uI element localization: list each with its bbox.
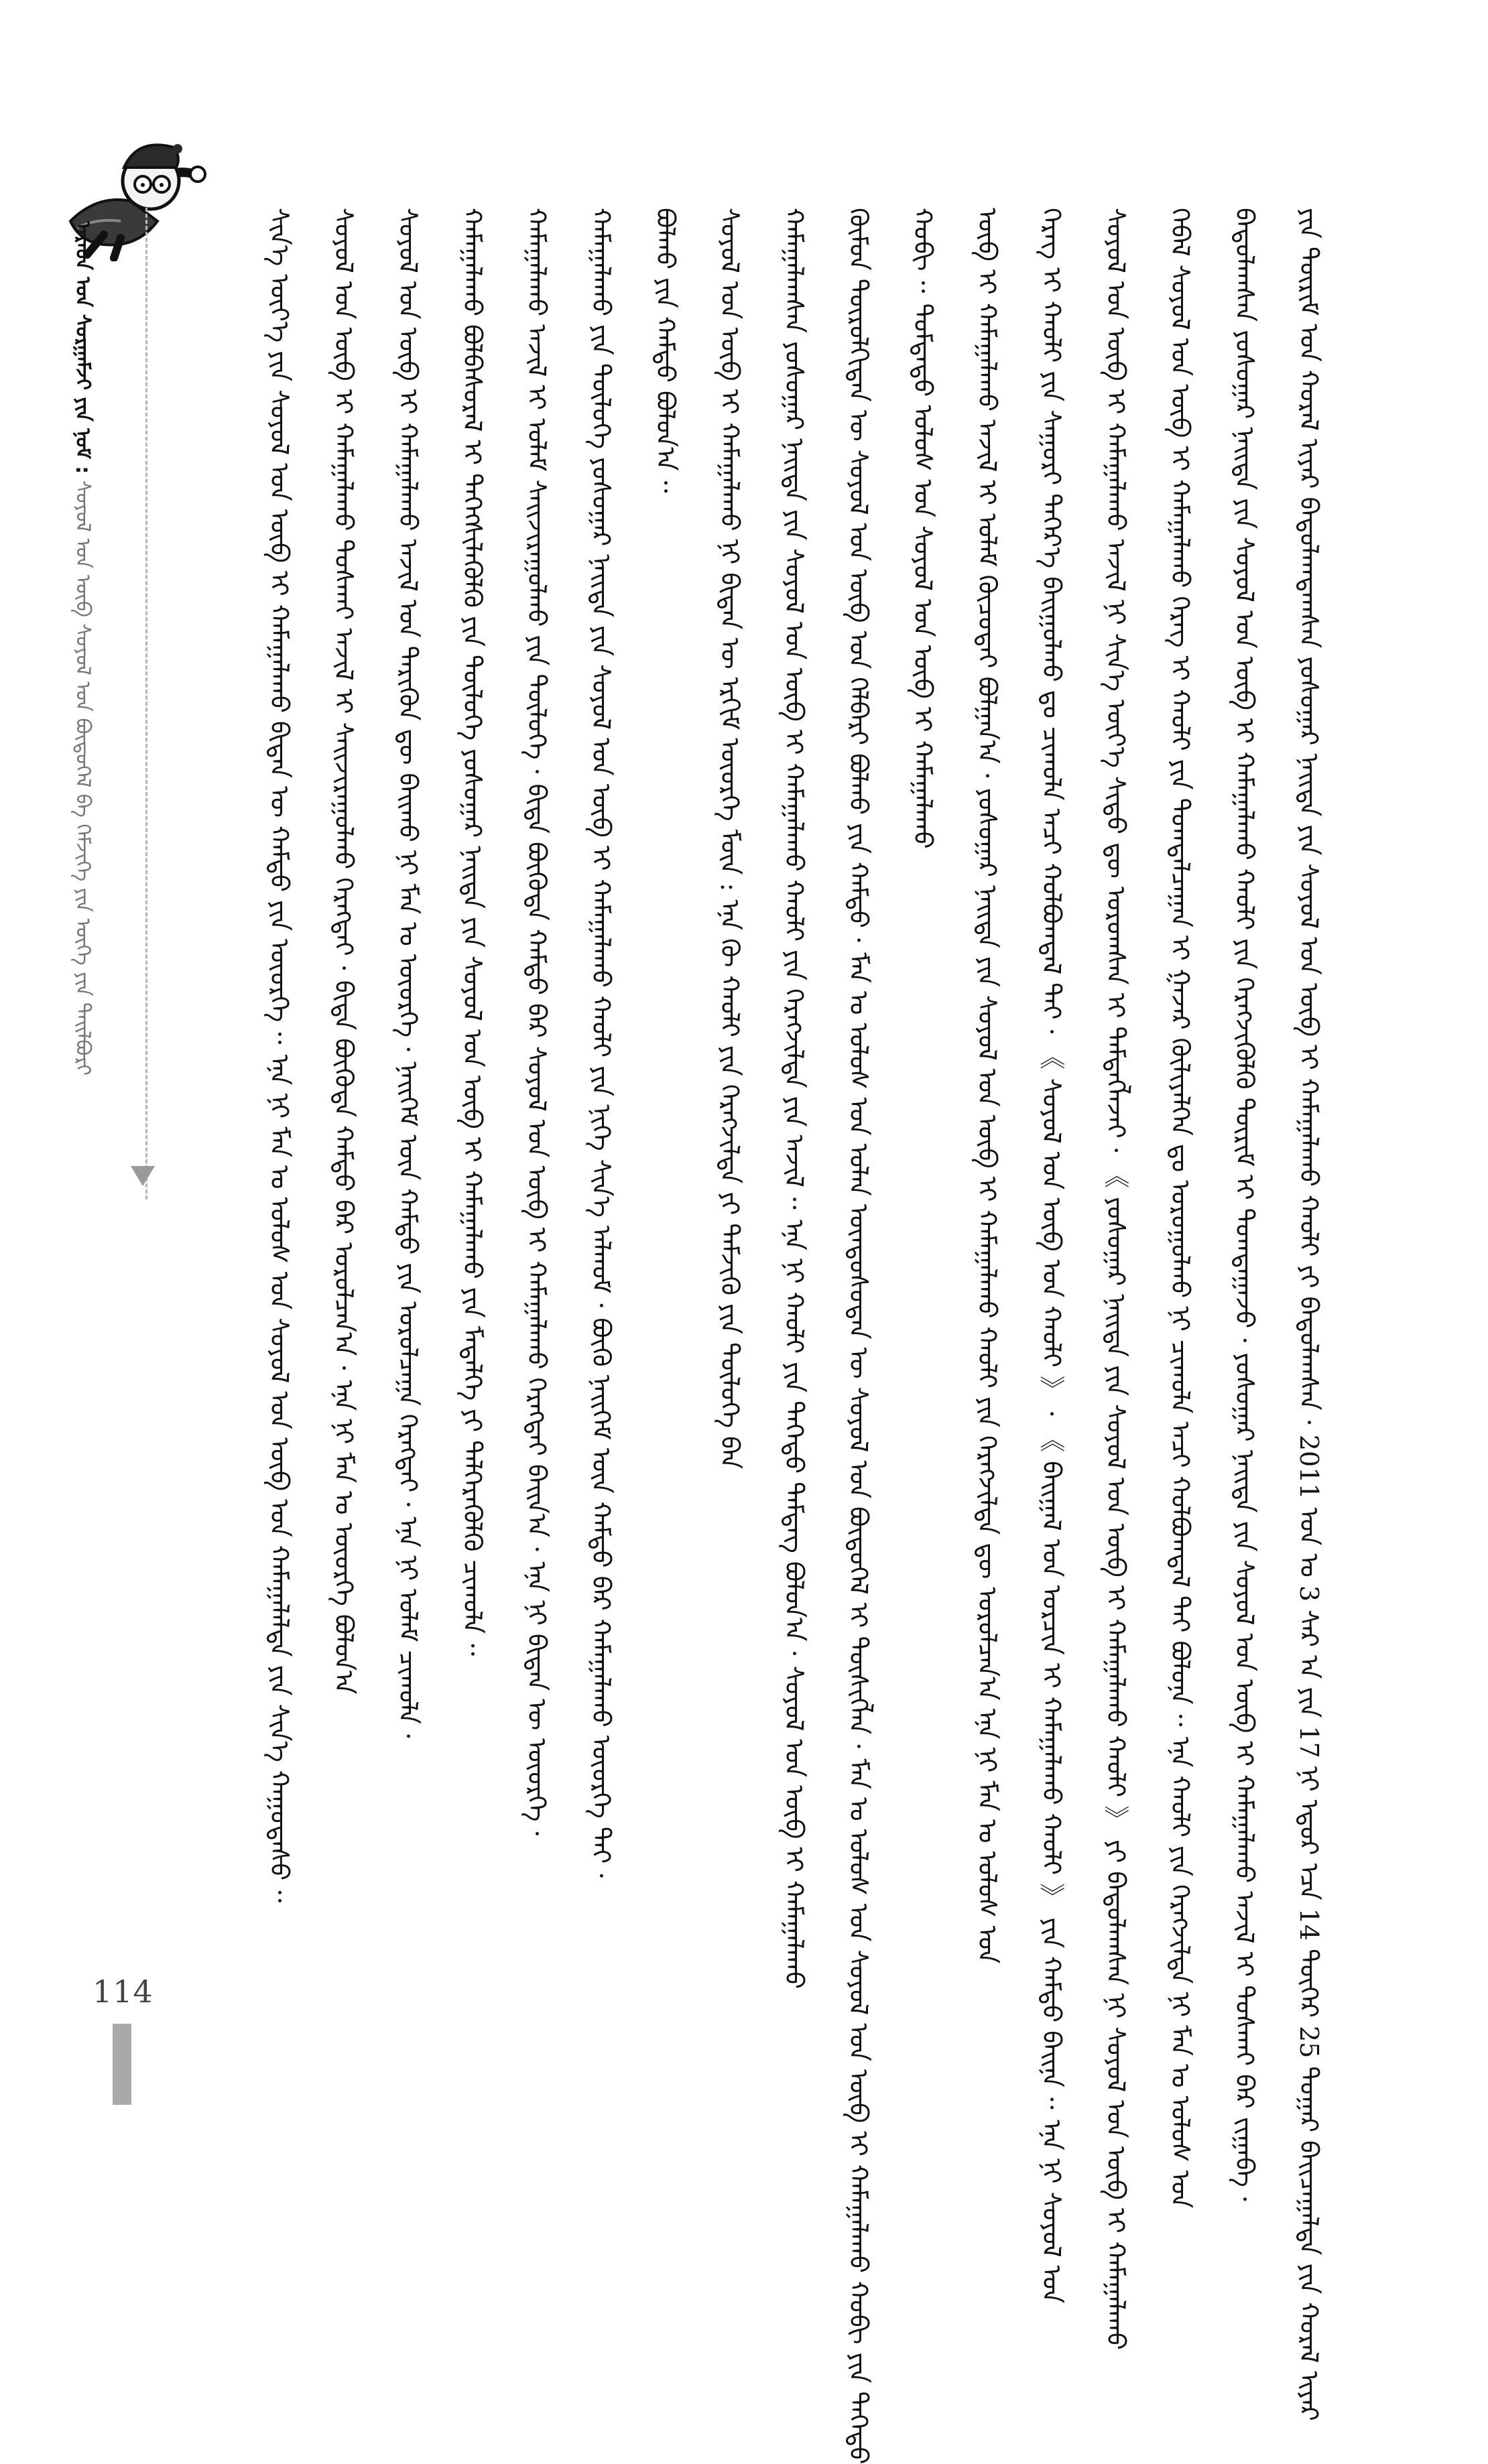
running-header [71, 208, 147, 1199]
text-line: ᠰᠣᠶᠣᠯ ᠤᠨ ᠥᠪ ᠢ ᠬᠠᠮᠠᠭᠠᠯᠠᠬᠤ ᠠᠵᠢᠯ ᠨᠢ ᠰᠢᠨ᠎ᠡ ᠦᠶ᠎ᠡ ᠰᠢᠲᠦ ᠳᠦ ᠣᠷᠣᠭᠰᠠᠨ ᠢ ᠲᠡᠮᠳᠡᠭᠯᠡᠵᠡᠢ · 《 ᠶᠣᠰᠤᠭᠠᠷ ᠨᠡᠢᠲᠡ ᠶᠢᠨ ᠰᠣᠶᠣᠯ ᠤᠨ ᠥᠪ ᠢ ᠬᠠᠮᠠᠭᠠᠯᠠᠬᠤ ᠬᠠᠤᠯᠢ 》 ᠶᠢ ᠪᠠᠲᠤᠯᠠᠭᠰᠠᠨ ᠨᠢ ᠰᠣᠶᠣᠯ ᠤᠨ ᠥᠪ ᠢ ᠬᠠᠮᠠᠭᠠᠯᠠᠬᠤ [1101, 208, 1131, 2350]
text-line: ᠬᠠᠮᠠᠭᠠᠯᠠᠭᠰᠠᠨ ᠶᠣᠰᠤᠭᠠᠷ ᠨᠡᠢᠲᠡ ᠶᠢᠨ ᠰᠣᠶᠣᠯ ᠤᠨ ᠥᠪ ᠢ ᠬᠠᠮᠠᠭᠠᠯᠠᠬᠤ ᠬᠠᠤᠯᠢ ᠶᠢᠨ ᠬᠡᠷᠡᠭᠵᠢᠯᠲᠡ ᠶᠢᠨ ᠠᠵᠢᠯ ·· ᠡᠨᠡ ᠨᠢ ᠬᠠᠤᠯᠢ ᠶᠢᠨ ᠳᠡᠭᠡᠳᠦ ᠲᠡᠮᠳᠡᠭ ᠪᠣᠯᠤᠨ᠎ᠠ · ᠰᠣᠶᠣᠯ ᠤᠨ ᠥᠪ ᠢ ᠬᠠᠮᠠᠭᠠᠯᠠᠬᠤ [780, 208, 809, 1990]
text-line: ᠪᠠᠲᠤᠯᠠᠭᠰᠠᠨ ᠶᠣᠰᠤᠭᠠᠷ ᠨᠡᠢᠲᠡ ᠶᠢᠨ ᠰᠣᠶᠣᠯ ᠤᠨ ᠥᠪ ᠢ ᠬᠠᠮᠠᠭᠠᠯᠠᠬᠤ ᠬᠠᠤᠯᠢ ᠶᠢᠨ ᠬᠡᠷᠡᠭᠵᠢᠭᠦᠯᠬᠦ ᠳᠦᠷᠢᠮ ᠢ ᠲᠣᠭᠲᠠᠭᠠᠵᠤ · ᠶᠣᠰᠤᠭᠠᠷ ᠨᠡᠢᠲᠡ ᠶᠢᠨ ᠰᠣᠶᠣᠯ ᠤᠨ ᠥᠪ ᠢ ᠬᠠᠮᠠᠭᠠᠯᠠᠬᠤ ᠠᠵᠢᠯ ᠢ ᠲᠤᠰᠬᠠᠢ ᠪᠡᠷ ᠵᠢᠭᠠᠪᠠ · [1230, 208, 1259, 2203]
text-line: ᠬᠠᠮᠠᠭᠠᠯᠠᠬᠤ ᠶᠢᠨ ᠲᠥᠯᠥᠭᠡ ᠶᠣᠰᠤᠭᠠᠷ ᠨᠡᠢᠲᠡ ᠶᠢᠨ ᠰᠣᠶᠣᠯ ᠤᠨ ᠥᠪ ᠢ ᠬᠠᠮᠠᠭᠠᠯᠠᠬᠤ ᠬᠠᠤᠯᠢ ᠶᠢᠨ ᠨᠢᠭᠡ ᠰᠢᠨ᠎ᠡ ᠠᠯᠬᠤᠮ · ᠪᠦᠬᠦ ᠨᠡᠢᠭᠡᠮ ᠦᠨ ᠬᠠᠮᠲᠤ ᠪᠠᠷ ᠬᠠᠮᠠᠭᠠᠯᠠᠬᠤ ᠦᠦᠷᠭᠡ ᠲᠠᠢ · [586, 208, 616, 1880]
header-book-title: ᠰᠣᠶᠣᠯ ᠤᠨ ᠥᠪ ᠰᠣᠶᠣᠯ ᠤᠨ ᠪᠦᠲᠦᠭᠡᠯ ᠪᠠ ᠬᠡᠮᠵᠢᠭᠡ ᠶᠢᠨ ᠦᠭᠡ ᠶᠢᠨ ᠲᠠᠢᠯᠪᠤᠷᠢ [71, 480, 95, 1076]
text-line: ᠬᠠᠮᠠᠭᠠᠯᠠᠬᠤ ᠪᠣᠯᠪᠠᠰᠤᠷᠠᠯ ᠢ ᠳᠡᠭᠡᠭᠰᠢᠯᠡᠭᠦᠯᠬᠦ ᠶᠢᠨ ᠲᠥᠯᠥᠭᠡ ᠶᠣᠰᠤᠭᠠᠷ ᠨᠡᠢᠲᠡ ᠶᠢᠨ ᠰᠣᠶᠣᠯ ᠤᠨ ᠥᠪ ᠢ ᠬᠠᠮᠠᠭᠠᠯᠠᠬᠤ ᠶᠢᠨ ᠮᠡᠳᠡᠯᠭᠡ ᠶᠢ ᠳᠡᠯᠭᠡᠷᠡᠭᠦᠯᠬᠦ ᠴᠢᠬᠤᠯᠠ ·· [458, 208, 487, 1659]
header-section-title: ᠠᠷᠠᠳ ᠤᠨ ᠰᠤᠷᠭᠠᠮᠵᠢ ᠶᠢᠨ ᠨᠣᠮ : [71, 221, 95, 474]
text-line: ᠬᠡᠷᠡᠭ ᠢ ᠬᠠᠤᠯᠢ ᠶᠢᠨ ᠰᠠᠭᠤᠷᠢ ᠳᠡᠭᠡᠷ᠎ᠡ ᠪᠠᠢᠭᠤᠯᠬᠤ ᠳᠤ ᠴᠢᠬᠤᠯᠠ ᠠᠴᠢ ᠬᠣᠯᠪᠣᠭᠳᠠᠯ ᠲᠠᠢ · 《 ᠰᠣᠶᠣᠯ ᠤᠨ ᠥᠪ ᠤᠨ ᠬᠠᠤᠯᠢ 》 · 《 ᠪᠠᠢᠭᠠᠯ ᠤᠨ ᠣᠷᠴᠢᠨ ᠢ ᠬᠠᠮᠠᠭᠠᠯᠠᠬᠤ ᠬᠠᠤᠯᠢ 》 ᠶᠢᠨ ᠬᠠᠮᠲᠤ ᠪᠠᠢᠨᠠ ·· ᠡᠨᠡ ᠨᠢ ᠰᠣᠶᠣᠯ ᠤᠨ [1037, 208, 1066, 2304]
body-text [228, 208, 1354, 2464]
text-line: ᠪᠣᠯᠬᠤ ᠶᠢᠨ ᠬᠠᠮᠲᠤ ᠪᠣᠯᠤᠨ᠎ᠠ ·· [651, 208, 680, 495]
text-line: ᠬᠠᠮᠠᠭᠠᠯᠠᠬᠤ ᠠᠵᠢᠯ ᠢ ᠤᠯᠠᠮ ᠰᠠᠢᠵᠢᠷᠠᠭᠤᠯᠬᠤ ᠶᠢᠨ ᠲᠥᠯᠥᠭᠡ · ᠪᠢᠳᠡ ᠪᠦᠬᠦᠳᠡ ᠬᠠᠮᠲᠤ ᠪᠠᠷ ᠰᠣᠶᠣᠯ ᠤᠨ ᠥᠪ ᠢ ᠬᠠᠮᠠᠭᠠᠯᠠᠬᠤ ᠬᠡᠷᠡᠭᠲᠡᠢ ᠪᠠᠢᠨ᠎ᠠ · ᠡᠨᠡ ᠨᠢ ᠪᠢᠳᠡᠨ ᠦ ᠦᠦᠷᠭᠡ · [522, 208, 552, 1838]
text-line: ᠬᠡᠪᠡᠯ ᠰᠣᠶᠣᠯ ᠤᠨ ᠥᠪ ᠢ ᠬᠠᠮᠠᠭᠠᠯᠠᠬᠤ ᠬᠡᠷᠡᠭ ᠢ ᠬᠠᠤᠯᠢ ᠶᠢᠨ ᠲᠣᠭᠲᠠᠯᠴᠠᠭᠠᠨ ᠢ ᠭᠠᠵᠠᠷ ᠬᠦᠯᠢᠶᠡᠯᠭᠡᠨ ᠳᠤ ᠣᠷᠣᠭᠤᠯᠬᠤ ᠨᠢ ᠴᠢᠬᠤᠯᠠ ᠠᠴᠢ ᠬᠣᠯᠪᠣᠭᠳᠠᠯ ᠲᠠᠢ ᠪᠣᠯᠤᠨᠠ ·· ᠡᠨᠡ ᠬᠠᠤᠯᠢ ᠶᠢᠨ ᠬᠡᠷᠡᠭᠵᠢᠯᠲᠡ ᠨᠢ ᠮᠠᠨ ᠤ ᠤᠯᠤᠰ ᠤᠨ [1166, 208, 1195, 2209]
triangle-marker-icon [131, 1166, 155, 1186]
text-line: ᠰᠣᠶᠣᠯ ᠤᠨ ᠥᠪ ᠢ ᠬᠠᠮᠠᠭᠠᠯᠠᠬᠤ ᠠᠵᠢᠯ ᠤᠨ ᠲᠡᠷᠢᠭᠦᠨ ᠳᠦ ᠪᠠᠢᠬᠤ ᠨᠢ ᠮᠠᠨ ᠤ ᠦᠦᠷᠭᠡ · ᠨᠡᠢᠭᠡᠮ ᠦᠨ ᠬᠠᠮᠲᠤ ᠶᠢᠨ ᠣᠷᠣᠯᠴᠠᠭᠠ ᠬᠡᠷᠡᠭᠲᠡᠢ · ᠡᠨᠡ ᠨᠢ ᠤᠯᠠᠮ ᠴᠢᠬᠤᠯᠠ · [393, 208, 423, 1741]
page-side-tab [113, 2024, 131, 2105]
text-line: ᠰᠣᠶᠣᠯ ᠤᠨ ᠥᠪ ᠢ ᠬᠠᠮᠠᠭᠠᠯᠠᠬᠤ ᠨᠢ ᠪᠢᠳᠡᠨ ᠦ ᠡᠷᠬᠢᠮ ᠦᠦᠷᠭᠡ ᠮᠥᠨ : ᠡᠨᠡ ᠬᠦ ᠬᠠᠤᠯᠢ ᠶᠢᠨ ᠬᠡᠷᠡᠭᠵᠢᠯᠲᠡ ᠶᠢ ᠳᠡᠮᠵᠢᠬᠦ ᠶᠢᠨ ᠲᠥᠯᠥᠭᠡ ᠪᠠᠨ [715, 208, 745, 1470]
text-line: ᠥᠪ ᠢ ᠬᠠᠮᠠᠭᠠᠯᠠᠬᠤ ᠠᠵᠢᠯ ᠢ ᠤᠯᠠᠮ ᠬᠦᠴᠦᠲᠡᠢ ᠪᠣᠯᠭᠠᠨ᠎ᠠ · ᠶᠣᠰᠤᠭᠠᠷ ᠨᠡᠢᠲᠡ ᠶᠢᠨ ᠰᠣᠶᠣᠯ ᠤᠨ ᠥᠪ ᠢ ᠬᠠᠮᠠᠭᠠᠯᠠᠬᠤ ᠬᠠᠤᠯᠢ ᠶᠢᠨ ᠬᠡᠷᠡᠭᠵᠢᠯᠲᠡ ᠳᠦ ᠣᠷᠣᠯᠴᠠᠨ᠎ᠠ ᠡᠨᠡ ᠨᠢ ᠮᠠᠨ ᠤ ᠤᠯᠤᠰ ᠤᠨ [973, 208, 1002, 1964]
text-line: ᠰᠢᠨ᠎ᠡ ᠦᠶ᠎ᠡ ᠶᠢᠨ ᠰᠣᠶᠣᠯ ᠤᠨ ᠥᠪ ᠢ ᠬᠠᠮᠠᠭᠠᠯᠠᠬᠤ ᠪᠢᠳᠡᠨ ᠦ ᠬᠠᠮᠲᠤ ᠶᠢᠨ ᠦᠦᠷᠭᠡ ·· ᠡᠨᠡ ᠨᠢ ᠮᠠᠨ ᠤ ᠤᠯᠤᠰ ᠤᠨ ᠰᠣᠶᠣᠯ ᠤᠨ ᠥᠪ ᠤᠨ ᠬᠠᠮᠠᠭᠠᠯᠠᠯᠲᠠ ᠶᠢᠨ ᠰᠢᠨ᠎ᠡ ᠬᠠᠭᠤᠳᠠᠰᠤ ·· [265, 208, 294, 1905]
text-line: ᠰᠣᠶᠣᠯ ᠤᠨ ᠥᠪ ᠢ ᠬᠠᠮᠠᠭᠠᠯᠠᠬᠤ ᠲᠤᠰᠬᠠᠢ ᠠᠵᠢᠯ ᠢ ᠰᠠᠢᠵᠢᠷᠠᠭᠤᠯᠬᠤ ᠬᠡᠷᠡᠭᠲᠡᠢ · ᠪᠢᠳᠡ ᠪᠦᠬᠦᠳᠡ ᠬᠠᠮᠲᠤ ᠪᠠᠷ ᠣᠷᠣᠯᠴᠠᠨ᠎ᠠ · ᠡᠨᠡ ᠨᠢ ᠮᠠᠨ ᠤ ᠦᠦᠷᠭᠡ ᠪᠣᠯᠤᠨ᠎ᠠ [329, 208, 359, 1695]
text-line: ᠬᠦᠮᠦᠨ ᠲᠥᠷᠥᠯᠬᠢᠲᠡᠨ ᠦ ᠰᠣᠶᠣᠯ ᠤᠨ ᠥᠪ ᠤᠨ ᠬᠡᠯᠪᠡᠷᠢ ᠪᠣᠯᠬᠤ ᠶᠢᠨ ᠬᠠᠮᠲᠤ · ᠮᠠᠨ ᠤ ᠤᠯᠤᠰ ᠤᠨ ᠣᠯᠠᠨ ᠦᠨᠳᠦᠰᠦᠲᠡᠨ ᠦ ᠰᠣᠶᠣᠯ ᠤᠨ ᠪᠦᠲᠦᠭᠡᠯ ᠢ ᠲᠦᠰᠢᠭᠯᠡᠨ · ᠮᠠᠨ ᠤ ᠤᠯᠤᠰ ᠤᠨ ᠰᠣᠶᠣᠯ ᠤᠨ ᠥᠪ ᠢ ᠬᠠᠮᠠᠭᠠᠯᠠᠬᠤ ᠬᠤᠪᠢ ᠶᠢᠨ ᠳᠡᠭᠡᠳᠦ [844, 208, 873, 2464]
text-line: ᠶᠢᠨ ᠳᠦᠷᠢᠮ ᠤᠨ ᠬᠤᠷᠠᠯ ᠢᠶᠠᠷ ᠪᠠᠲᠤᠯᠠᠭᠳᠠᠭᠰᠠᠨ ᠶᠣᠰᠤᠭᠠᠷ ᠨᠡᠢᠲᠡ ᠶᠢᠨ ᠰᠣᠶᠣᠯ ᠤᠨ ᠥᠪ ᠢ ᠬᠠᠮᠠᠭᠠᠯᠠᠬᠤ ᠬᠠᠤᠯᠢ ᠶᠢ ᠪᠠᠲᠤᠯᠠᠭᠰᠠᠨ · 2011 ᠣᠨ ᠤ 3 ᠰᠠᠷ ᠠ ᠶᠢᠨ 17 ᠨᠢ ᠡᠳᠦᠷ ᠡᠴᠡ 14 ᠳᠦᠭᠡᠷ 25 ᠳᠤᠭᠠᠷ ᠪᠠᠢᠴᠠᠭᠠᠯᠲᠠ ᠶᠢᠨ ᠬᠤᠷᠠᠯ ᠢᠶᠠᠷ [1294, 208, 1324, 2421]
text-line: ᠬᠤᠪᠢ ·· ᠳᠤᠮᠳᠠᠳᠤ ᠤᠯᠤᠰ ᠤᠨ ᠰᠣᠶᠣᠯ ᠤᠨ ᠥᠪ ᠢ ᠬᠠᠮᠠᠭᠠᠯᠠᠬᠤ [908, 208, 938, 849]
page-number: 114 [92, 1973, 153, 2010]
running-header-text [70, 221, 106, 1076]
